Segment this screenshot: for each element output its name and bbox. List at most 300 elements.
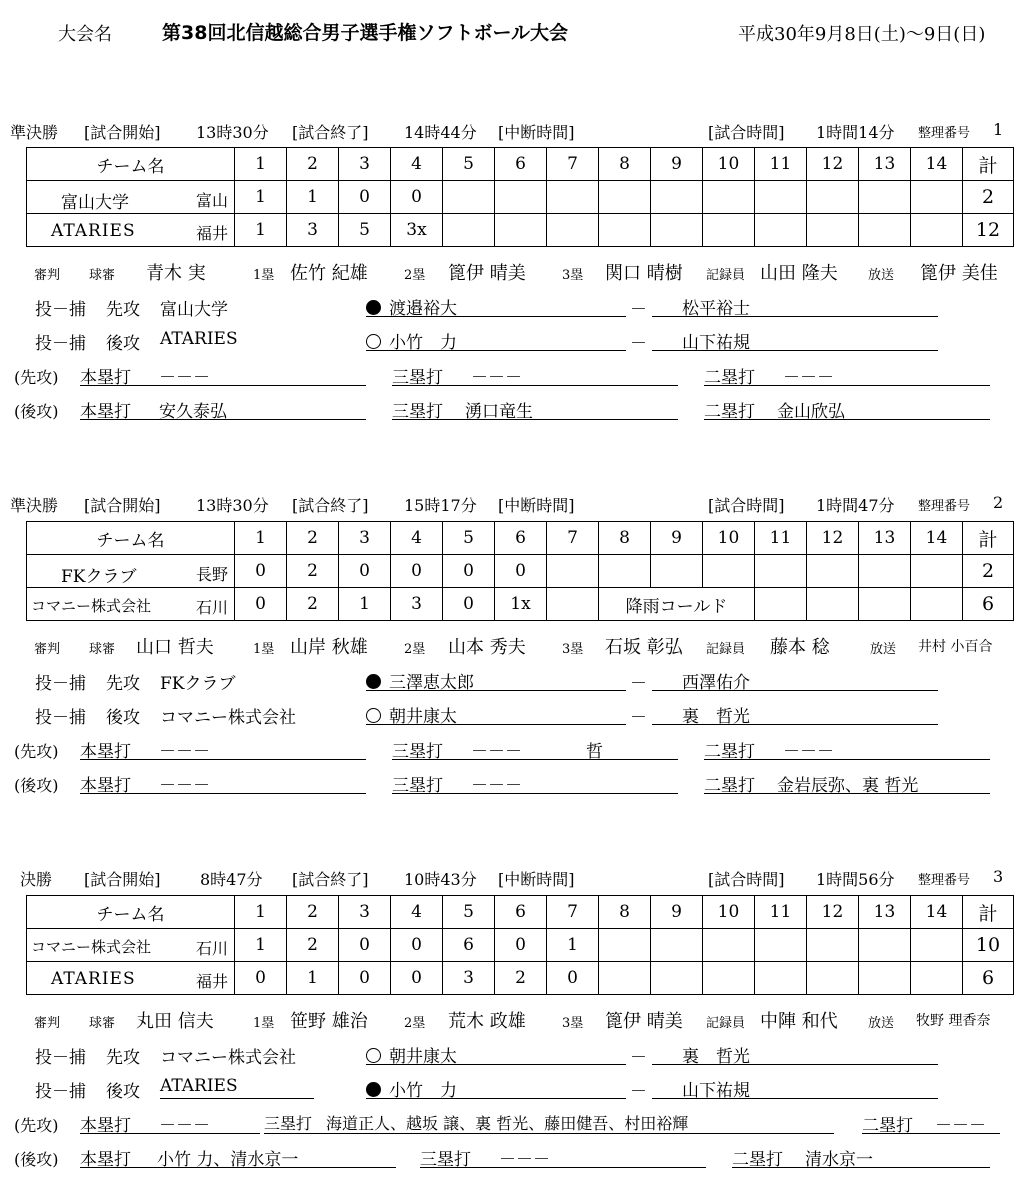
pc-label: 投－捕 — [35, 1082, 86, 1102]
team-prefecture: 福井 — [195, 972, 228, 991]
inning-score — [703, 555, 755, 588]
first-base-umpire-label: 1塁 — [253, 642, 275, 657]
inning-score — [651, 214, 703, 247]
inning-header: 14 — [911, 522, 963, 555]
inning-header: 2 — [287, 522, 339, 555]
battery-team: ATARIES — [160, 329, 238, 349]
inning-score — [651, 929, 703, 962]
catcher-line — [652, 1042, 938, 1065]
inning-score — [703, 929, 755, 962]
inning-header: 5 — [443, 148, 495, 181]
pitcher-name: 小竹 力 — [389, 1081, 457, 1101]
double-value: －－－ — [783, 368, 834, 388]
pitcher-name: 朝井康太 — [389, 707, 457, 727]
homerun-line — [80, 771, 366, 794]
inning-score: 1 — [235, 214, 287, 247]
third-base-umpire-label: 3塁 — [562, 268, 584, 283]
inning-score — [547, 214, 599, 247]
inning-score: 3 — [391, 588, 443, 621]
inning-score — [755, 555, 807, 588]
broadcast-label: 放送 — [870, 642, 897, 657]
triple-label: 三塁打 — [392, 402, 443, 422]
catcher-name: 裏 哲光 — [682, 707, 750, 727]
double-value: 清水京一 — [805, 1150, 873, 1170]
scoreboard-header — [27, 148, 1014, 181]
double-line — [862, 1111, 1000, 1134]
broadcast-name: 井村 小百合 — [918, 639, 993, 655]
side-label: 後攻 — [106, 334, 140, 354]
inning-score: 2 — [287, 929, 339, 962]
catcher-line — [652, 294, 938, 317]
inning-score — [651, 181, 703, 214]
inning-score: 1 — [339, 588, 391, 621]
homerun-line — [80, 397, 366, 420]
hr-label: 本塁打 — [80, 742, 131, 762]
team-name: ATARIES — [51, 969, 136, 989]
inning-score — [651, 555, 703, 588]
dash: － — [630, 1082, 647, 1102]
inning-score: 0 — [547, 962, 599, 995]
inning-score — [807, 929, 859, 962]
double-value: 金岩辰弥、裏 哲光 — [777, 776, 919, 796]
second-base-umpire-name: 荒木 政雄 — [448, 1011, 526, 1032]
pitcher-name: 三澤恵太郎 — [389, 673, 474, 693]
catcher-line — [652, 668, 938, 691]
filled-circle-icon — [366, 674, 381, 689]
inning-header: 4 — [391, 148, 443, 181]
team-row — [27, 962, 1014, 995]
triple-label: 三塁打 — [264, 1114, 313, 1133]
inning-score — [755, 214, 807, 247]
interrupt-label: [中断時間] — [498, 870, 575, 889]
team-cell — [27, 962, 235, 995]
inning-score — [443, 181, 495, 214]
inning-score — [599, 929, 651, 962]
team-cell — [27, 555, 235, 588]
inning-score: 0 — [339, 555, 391, 588]
side-label: 先攻 — [106, 674, 140, 694]
homerun-value: －－－ — [159, 1116, 210, 1136]
seq-number: 1 — [993, 120, 1004, 139]
team-row — [27, 555, 1014, 588]
inning-score: 6 — [443, 929, 495, 962]
double-label: 二塁打 — [732, 1150, 783, 1170]
side-label: 先攻 — [106, 300, 140, 320]
open-circle-icon — [366, 1048, 381, 1063]
inning-header: 9 — [651, 148, 703, 181]
inning-header: 12 — [807, 896, 859, 929]
inning-header: 1 — [235, 522, 287, 555]
team-col-header: チーム名 — [27, 522, 235, 555]
start-label: [試合開始] — [84, 496, 161, 515]
inning-score: 1x — [495, 588, 547, 621]
inning-score: 0 — [495, 929, 547, 962]
triple-line — [392, 363, 678, 386]
seq-label: 整理番号 — [918, 499, 971, 514]
double-line — [704, 363, 990, 386]
inning-score — [703, 214, 755, 247]
inning-score: 0 — [339, 929, 391, 962]
inning-score: 0 — [391, 555, 443, 588]
first-base-umpire-label: 1塁 — [253, 1016, 275, 1031]
recorder-label: 記録員 — [706, 268, 746, 283]
inning-header: 7 — [547, 148, 599, 181]
second-base-umpire-label: 2塁 — [404, 642, 426, 657]
pitcher-line — [366, 294, 626, 317]
broadcast-name: 牧野 理香奈 — [916, 1013, 991, 1029]
catcher-line — [652, 328, 938, 351]
battery-team: コマニー株式会社 — [160, 708, 296, 728]
filled-circle-icon — [366, 300, 381, 315]
team-prefecture: 富山 — [195, 191, 228, 210]
inning-score: 3x — [391, 214, 443, 247]
dash: － — [630, 300, 647, 320]
scoreboard-header — [27, 896, 1014, 929]
third-base-umpire-name: 篦伊 晴美 — [605, 1011, 683, 1032]
inning-score: 3 — [443, 962, 495, 995]
team-name: コマニー株式会社 — [31, 597, 152, 615]
interrupt-label: [中断時間] — [498, 496, 575, 515]
inning-header: 11 — [755, 522, 807, 555]
total-score: 2 — [963, 555, 1014, 588]
double-label: 二塁打 — [704, 776, 755, 796]
triple-value: －－－ — [471, 742, 522, 762]
game-round: 準決勝 — [10, 123, 59, 142]
battery-team-line — [160, 1076, 314, 1099]
tournament-title: 第38回北信越総合男子選手権ソフトボール大会 — [162, 22, 569, 44]
homerun-line — [80, 1145, 396, 1168]
inning-header: 14 — [911, 148, 963, 181]
inning-header: 11 — [755, 896, 807, 929]
inning-header: 2 — [287, 896, 339, 929]
pc-label: 投－捕 — [35, 674, 86, 694]
inning-header: 2 — [287, 148, 339, 181]
pitcher-line — [366, 702, 626, 725]
open-circle-icon — [366, 708, 381, 723]
inning-score: 0 — [495, 555, 547, 588]
inning-score — [859, 929, 911, 962]
side-label: 後攻 — [106, 1082, 140, 1102]
inning-header: 4 — [391, 522, 443, 555]
inning-score — [859, 555, 911, 588]
team-name: FKクラブ — [61, 567, 137, 587]
inning-score — [859, 214, 911, 247]
inning-score: 1 — [287, 181, 339, 214]
team-prefecture: 長野 — [195, 565, 228, 584]
second-base-umpire-label: 2塁 — [404, 1016, 426, 1031]
catcher-name: 山下祐規 — [682, 333, 750, 353]
side-label: 先攻 — [106, 1048, 140, 1068]
dash: － — [630, 708, 647, 728]
pitcher-line — [366, 1042, 626, 1065]
inning-header: 6 — [495, 522, 547, 555]
inning-score: 0 — [339, 962, 391, 995]
team-col-header: チーム名 — [27, 148, 235, 181]
scoreboard-1 — [26, 147, 1014, 247]
triple-line — [392, 397, 678, 420]
inning-header: 3 — [339, 896, 391, 929]
total-header: 計 — [963, 148, 1014, 181]
homerun-value: －－－ — [159, 742, 210, 762]
inning-header: 11 — [755, 148, 807, 181]
double-value: －－－ — [783, 742, 834, 762]
triple-line — [420, 1145, 706, 1168]
inning-score — [807, 588, 859, 621]
second-base-umpire-label: 2塁 — [404, 268, 426, 283]
inning-score — [807, 214, 859, 247]
catcher-line — [652, 1076, 938, 1099]
catcher-name: 裏 哲光 — [682, 1047, 750, 1067]
team-row — [27, 214, 1014, 247]
triple-value: －－－ — [499, 1150, 550, 1170]
team-prefecture: 石川 — [195, 598, 228, 617]
double-value: －－－ — [935, 1116, 986, 1136]
inning-header: 6 — [495, 148, 547, 181]
duration-value: 1時間47分 — [816, 496, 895, 515]
inning-header: 7 — [547, 522, 599, 555]
team-row — [27, 929, 1014, 962]
scoreboard-header — [27, 522, 1014, 555]
dash: － — [630, 674, 647, 694]
first-paren-label: (先攻) — [14, 742, 59, 761]
inning-header: 13 — [859, 148, 911, 181]
pc-label: 投－捕 — [35, 708, 86, 728]
triple-label: 三塁打 — [392, 776, 443, 796]
inning-score: 2 — [495, 962, 547, 995]
end-time: 14時44分 — [404, 123, 477, 142]
pitcher-name: 朝井康太 — [389, 1047, 457, 1067]
pitcher-line — [366, 668, 626, 691]
second-base-umpire-name: 篦伊 晴美 — [448, 263, 526, 284]
plate-umpire-name: 青木 実 — [146, 263, 206, 284]
triple-value: 海道正人、越坂 譲、裏 哲光、藤田健吾、村田裕輝 — [326, 1114, 689, 1133]
pitcher-name: 渡邉裕大 — [389, 299, 457, 319]
inning-header: 10 — [703, 522, 755, 555]
dash: － — [630, 1048, 647, 1068]
inning-score — [755, 588, 807, 621]
duration-label: [試合時間] — [708, 870, 785, 889]
battery-team: コマニー株式会社 — [160, 1048, 296, 1068]
tournament-dates: 平成30年9月8日(土)～9日(日) — [738, 24, 986, 45]
inning-header: 13 — [859, 522, 911, 555]
inning-score — [703, 181, 755, 214]
second-paren-label: (後攻) — [14, 1150, 59, 1169]
triple-label: 三塁打 — [392, 742, 443, 762]
plate-umpire-name: 山口 哲夫 — [136, 637, 214, 658]
homerun-value: 安久泰弘 — [159, 402, 227, 422]
inning-score: 0 — [235, 588, 287, 621]
inning-score: 0 — [235, 962, 287, 995]
inning-score: 0 — [443, 588, 495, 621]
inning-score: 5 — [339, 214, 391, 247]
scoreboard-3 — [26, 895, 1014, 995]
inning-header: 12 — [807, 522, 859, 555]
inning-score — [495, 214, 547, 247]
catcher-name: 松平裕士 — [682, 299, 750, 319]
pitcher-line — [366, 328, 626, 351]
triple-line — [392, 737, 678, 760]
hr-label: 本塁打 — [80, 368, 131, 388]
broadcast-label: 放送 — [868, 268, 895, 283]
third-base-umpire-name: 関口 晴樹 — [605, 263, 683, 284]
inning-score — [599, 214, 651, 247]
tournament-label: 大会名 — [58, 24, 112, 45]
first-paren-label: (先攻) — [14, 1116, 59, 1135]
recorder-label: 記録員 — [706, 1016, 746, 1031]
umpire-label: 審判 — [34, 1016, 61, 1031]
inning-score — [911, 214, 963, 247]
hr-label: 本塁打 — [80, 776, 131, 796]
team-prefecture: 石川 — [195, 939, 228, 958]
triple-label: 三塁打 — [420, 1150, 471, 1170]
inning-score: 2 — [287, 588, 339, 621]
double-label: 二塁打 — [862, 1116, 913, 1136]
team-name: 富山大学 — [61, 193, 129, 213]
interrupt-label: [中断時間] — [498, 123, 575, 142]
team-cell — [27, 181, 235, 214]
umpire-label: 審判 — [34, 268, 61, 283]
catcher-line — [652, 702, 938, 725]
double-value: 金山欣弘 — [777, 402, 845, 422]
inning-header: 8 — [599, 896, 651, 929]
plate-umpire-label: 球審 — [89, 268, 116, 283]
homerun-line — [80, 1111, 260, 1134]
inning-score — [911, 555, 963, 588]
triple-value: －－－ — [471, 776, 522, 796]
double-label: 二塁打 — [704, 368, 755, 388]
inning-score — [911, 181, 963, 214]
team-cell — [27, 214, 235, 247]
homerun-value: 小竹 力、清水京一 — [157, 1150, 299, 1170]
recorder-name: 中陣 和代 — [760, 1011, 838, 1032]
start-time: 8時47分 — [200, 870, 263, 889]
inning-score — [859, 588, 911, 621]
pc-label: 投－捕 — [35, 1048, 86, 1068]
seq-label: 整理番号 — [918, 126, 971, 141]
double-line — [732, 1145, 990, 1168]
inning-header: 10 — [703, 896, 755, 929]
inning-score — [807, 962, 859, 995]
inning-score — [599, 555, 651, 588]
inning-score — [859, 962, 911, 995]
homerun-value: －－－ — [159, 776, 210, 796]
inning-score — [443, 214, 495, 247]
team-name: コマニー株式会社 — [31, 938, 152, 956]
first-base-umpire-name: 佐竹 紀雄 — [290, 263, 368, 284]
inning-score — [911, 962, 963, 995]
inning-header: 3 — [339, 522, 391, 555]
second-paren-label: (後攻) — [14, 776, 59, 795]
duration-value: 1時間14分 — [816, 123, 895, 142]
double-label: 二塁打 — [704, 402, 755, 422]
total-header: 計 — [963, 522, 1014, 555]
third-base-umpire-label: 3塁 — [562, 642, 584, 657]
inning-header: 13 — [859, 896, 911, 929]
hr-label: 本塁打 — [80, 402, 131, 422]
end-label: [試合終了] — [292, 870, 369, 889]
plate-umpire-label: 球審 — [89, 1016, 116, 1031]
end-time: 15時17分 — [404, 496, 477, 515]
total-score: 12 — [963, 214, 1014, 247]
inning-header: 1 — [235, 148, 287, 181]
start-time: 13時30分 — [196, 496, 269, 515]
broadcast-name: 篦伊 美佳 — [920, 263, 998, 284]
third-base-umpire-name: 石坂 彰弘 — [605, 637, 683, 658]
battery-team: ATARIES — [160, 1076, 238, 1096]
catcher-name: 山下祐規 — [682, 1081, 750, 1101]
triple-label: 三塁打 — [392, 368, 443, 388]
double-line — [704, 771, 990, 794]
inning-header: 5 — [443, 522, 495, 555]
pitcher-name: 小竹 力 — [389, 333, 457, 353]
total-score: 6 — [963, 962, 1014, 995]
team-prefecture: 福井 — [195, 224, 228, 243]
inning-score — [859, 181, 911, 214]
filled-circle-icon — [366, 1082, 381, 1097]
inning-header: 14 — [911, 896, 963, 929]
homerun-line — [80, 363, 366, 386]
start-label: [試合開始] — [84, 123, 161, 142]
inning-header: 9 — [651, 522, 703, 555]
team-name: ATARIES — [51, 221, 136, 241]
double-line — [704, 397, 990, 420]
seq-number: 3 — [993, 867, 1004, 886]
hr-label: 本塁打 — [80, 1116, 131, 1136]
inning-score — [547, 588, 599, 621]
inning-score: 1 — [235, 929, 287, 962]
inning-header: 7 — [547, 896, 599, 929]
triple-extra: 哲 — [586, 742, 603, 762]
total-score: 10 — [963, 929, 1014, 962]
triple-value: 湧口竜生 — [465, 402, 533, 422]
scoreboard-2 — [26, 521, 1014, 621]
inning-score — [599, 181, 651, 214]
second-base-umpire-name: 山本 秀夫 — [448, 637, 526, 658]
inning-score — [703, 962, 755, 995]
homerun-value: －－－ — [159, 368, 210, 388]
triple-line — [264, 1111, 834, 1134]
inning-score: 0 — [235, 555, 287, 588]
recorder-name: 山田 隆夫 — [760, 263, 838, 284]
first-base-umpire-name: 山岸 秋雄 — [290, 637, 368, 658]
inning-score — [911, 929, 963, 962]
inning-header: 5 — [443, 896, 495, 929]
pc-label: 投－捕 — [35, 300, 86, 320]
inning-score: 0 — [443, 555, 495, 588]
first-base-umpire-label: 1塁 — [253, 268, 275, 283]
inning-score — [755, 962, 807, 995]
open-circle-icon — [366, 334, 381, 349]
inning-score — [599, 962, 651, 995]
end-label: [試合終了] — [292, 123, 369, 142]
recorder-label: 記録員 — [706, 642, 746, 657]
start-time: 13時30分 — [196, 123, 269, 142]
inning-header: 9 — [651, 896, 703, 929]
end-label: [試合終了] — [292, 496, 369, 515]
inning-score — [651, 962, 703, 995]
triple-value: －－－ — [471, 368, 522, 388]
catcher-name: 西澤佑介 — [682, 673, 750, 693]
plate-umpire-name: 丸田 信夫 — [136, 1011, 214, 1032]
first-base-umpire-name: 笹野 雄治 — [290, 1011, 368, 1032]
inning-header: 6 — [495, 896, 547, 929]
team-cell — [27, 588, 235, 621]
battery-team: 富山大学 — [160, 300, 228, 320]
inning-header: 1 — [235, 896, 287, 929]
game-round: 決勝 — [20, 870, 53, 889]
double-label: 二塁打 — [704, 742, 755, 762]
inning-score: 0 — [339, 181, 391, 214]
